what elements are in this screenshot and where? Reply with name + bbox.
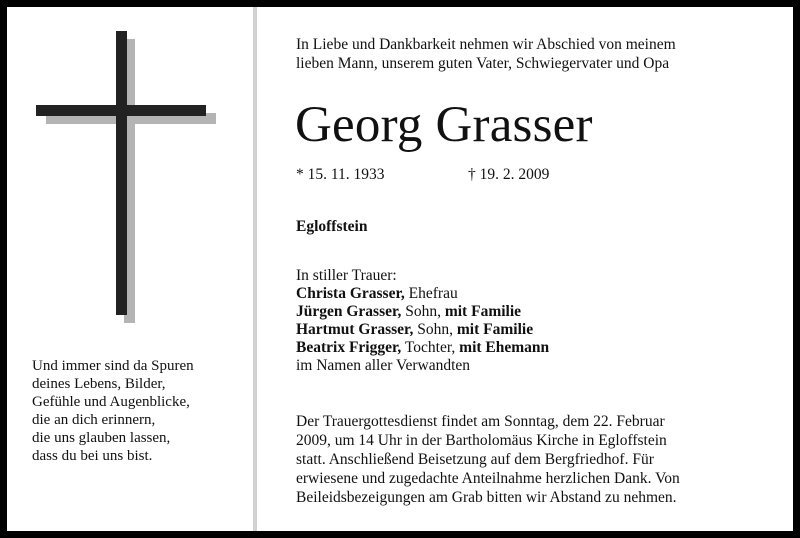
cross-icon — [30, 25, 230, 325]
mourners-closing: im Namen aller Verwandten — [296, 357, 471, 374]
place-name: Egloffstein — [296, 218, 368, 235]
column-divider — [253, 7, 257, 531]
mourner-row — [296, 321, 549, 339]
mourner-relation: Sohn, — [401, 303, 445, 320]
service-line: erwiesene und zugedachte Anteilnahme herzlichen Dank. Von — [296, 470, 680, 487]
mourner-name: Christa Grasser, — [296, 285, 405, 302]
mourners-list — [296, 267, 549, 375]
poem-line: Gefühle und Augenblicke, — [32, 394, 190, 410]
mourner-relation: Ehefrau — [404, 285, 458, 302]
birth-date: * 15. 11. 1933 — [296, 166, 385, 183]
mourner-extra: mit Familie — [444, 303, 522, 320]
cross-shadow — [46, 39, 216, 323]
service-line: Der Trauergottesdienst findet am Sonntag, dem 22. Februar — [296, 413, 665, 430]
service-line: Beileidsbezeigungen am Grab bitten wir Abstand zu nehmen. — [296, 489, 677, 506]
service-line: statt. Anschließend Beisetzung auf dem Bergfriedhof. Für — [296, 451, 654, 468]
mourner-relation: Tochter, — [401, 339, 460, 356]
mourner-row — [296, 303, 549, 321]
mourner-extra: mit Ehemann — [459, 339, 550, 356]
service-line: 2009, um 14 Uhr in der Bartholomäus Kirche in Egloffstein — [296, 432, 667, 449]
mourners-heading: In stiller Trauer: — [296, 267, 397, 284]
poem-line: die an dich erinnern, — [32, 412, 156, 428]
mourner-name: Jürgen Grasser, — [296, 303, 402, 320]
intro-text — [296, 35, 676, 73]
deceased-name: Georg Grasser — [295, 97, 593, 153]
mourner-relation: Sohn, — [413, 321, 457, 338]
poem — [32, 357, 247, 465]
cross-body — [36, 31, 206, 315]
mourner-row — [296, 339, 549, 357]
life-dates — [296, 165, 550, 184]
death-date: † 19. 2. 2009 — [468, 166, 550, 183]
poem-line: Und immer sind da Spuren — [32, 358, 194, 374]
poem-line: dass du bei uns bist. — [32, 448, 153, 464]
mourner-name: Beatrix Frigger, — [296, 339, 402, 356]
intro-line: lieben Mann, unserem guten Vater, Schwiegervater und Opa — [296, 55, 670, 72]
mourner-name: Hartmut Grasser, — [296, 321, 414, 338]
poem-line: deines Lebens, Bilder, — [32, 376, 166, 392]
intro-line: In Liebe und Dankbarkeit nehmen wir Abschied von meinem — [296, 36, 676, 53]
mourner-row — [296, 285, 549, 303]
poem-line: die uns glauben lassen, — [32, 430, 171, 446]
service-notice — [296, 412, 680, 507]
mourner-extra: mit Familie — [456, 321, 534, 338]
